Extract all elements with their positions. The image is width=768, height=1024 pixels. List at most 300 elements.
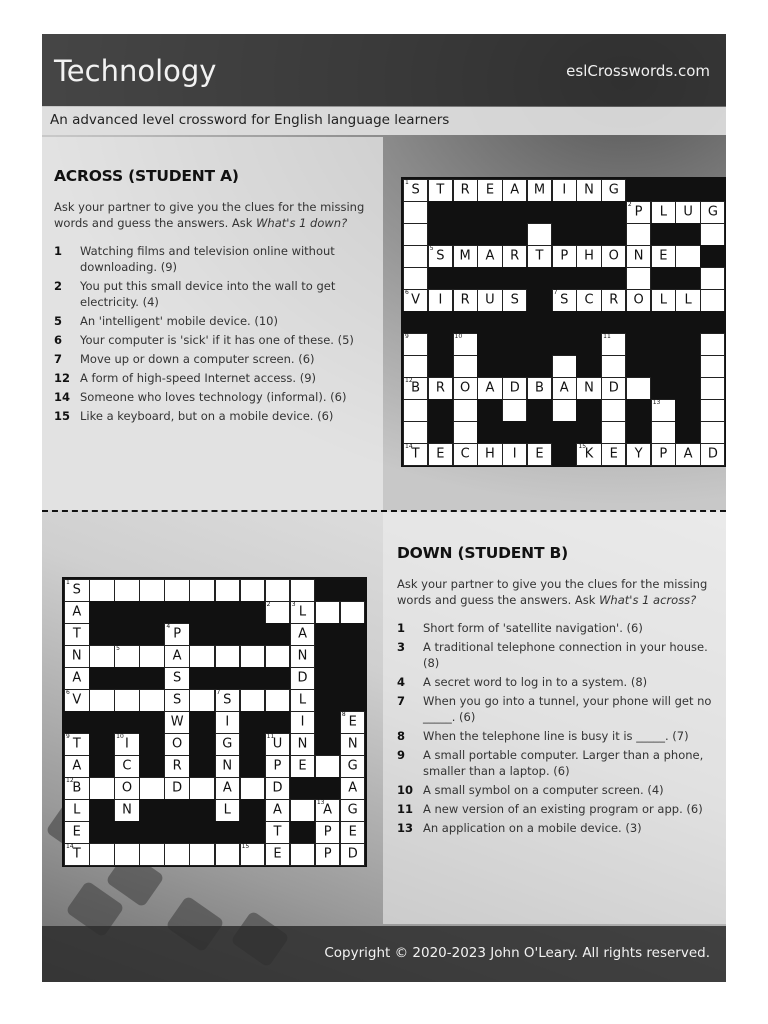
cell-letter: T: [411, 446, 420, 462]
cell-letter: D: [509, 380, 520, 396]
cell-number: 7: [553, 289, 558, 296]
grid-block: [340, 667, 366, 690]
grid-cell[interactable]: [215, 733, 241, 756]
grid-cell[interactable]: [265, 755, 291, 778]
grid-cell[interactable]: [552, 289, 577, 312]
grid-cell[interactable]: [403, 443, 428, 466]
grid-cell[interactable]: [477, 179, 502, 202]
grid-cell[interactable]: [89, 645, 115, 668]
grid-cell[interactable]: [428, 443, 453, 466]
cell-letter: N: [297, 736, 308, 752]
grid-cell[interactable]: [601, 421, 626, 444]
down-clue: [397, 639, 712, 671]
cell-number: 8: [341, 711, 346, 718]
grid-block: [315, 689, 341, 712]
grid-cell[interactable]: [626, 377, 651, 400]
grid-cell[interactable]: [114, 689, 140, 712]
cell-letter: W: [170, 714, 184, 730]
grid-block: [164, 821, 190, 844]
grid-block: [502, 311, 527, 334]
grid-cell[interactable]: [290, 733, 316, 756]
grid-cell[interactable]: [340, 733, 366, 756]
grid-cell[interactable]: [265, 601, 291, 624]
grid-cell[interactable]: [315, 755, 341, 778]
across-instructions-question: What's 1 down?: [256, 216, 348, 230]
grid-cell[interactable]: [626, 223, 651, 246]
grid-cell[interactable]: [315, 601, 341, 624]
grid-cell[interactable]: [527, 179, 552, 202]
grid-cell[interactable]: [601, 289, 626, 312]
clue-number: 10: [397, 783, 414, 797]
grid-cell[interactable]: [164, 755, 190, 778]
grid-cell[interactable]: [675, 245, 700, 268]
grid-cell[interactable]: [453, 421, 478, 444]
grid-cell[interactable]: [215, 645, 241, 668]
grid-cell[interactable]: [403, 355, 428, 378]
grid-cell[interactable]: [700, 377, 725, 400]
cell-letter: M: [533, 182, 546, 198]
grid-cell[interactable]: [700, 267, 725, 290]
grid-cell[interactable]: [315, 821, 341, 844]
grid-cell[interactable]: [700, 355, 725, 378]
clue-text: An application on a mobile device. (3): [423, 821, 642, 835]
cell-letter: A: [323, 802, 333, 818]
grid-cell[interactable]: [189, 777, 215, 800]
cell-letter: A: [510, 182, 520, 198]
grid-cell[interactable]: [453, 355, 478, 378]
grid-cell[interactable]: [626, 443, 651, 466]
cell-letter: D: [172, 780, 183, 796]
grid-cell[interactable]: [502, 377, 527, 400]
grid-cell[interactable]: [89, 777, 115, 800]
grid-cell[interactable]: [700, 443, 725, 466]
grid-cell[interactable]: [428, 179, 453, 202]
grid-cell[interactable]: [527, 377, 552, 400]
grid-cell[interactable]: [403, 223, 428, 246]
grid-block: [189, 667, 215, 690]
grid-block: [428, 399, 453, 422]
grid-cell[interactable]: [290, 689, 316, 712]
grid-cell[interactable]: [700, 399, 725, 422]
grid-cell[interactable]: [626, 289, 651, 312]
grid-block: [189, 755, 215, 778]
grid-cell[interactable]: [552, 245, 577, 268]
cell-letter: T: [72, 846, 81, 862]
cell-number: 15: [578, 443, 587, 450]
grid-cell[interactable]: [651, 289, 676, 312]
grid-cell[interactable]: [340, 711, 366, 734]
grid-cell[interactable]: [265, 579, 291, 602]
cell-number: 2: [627, 201, 632, 208]
grid-cell[interactable]: [601, 377, 626, 400]
grid-cell[interactable]: [265, 799, 291, 822]
grid-block: [576, 223, 601, 246]
cell-letter: L: [659, 292, 667, 308]
grid-cell[interactable]: [601, 443, 626, 466]
grid-cell[interactable]: [403, 267, 428, 290]
cell-letter: O: [172, 736, 183, 752]
grid-cell[interactable]: [265, 689, 291, 712]
grid-cell[interactable]: [64, 579, 90, 602]
grid-cell[interactable]: [453, 377, 478, 400]
grid-cell[interactable]: [189, 843, 215, 866]
grid-block: [89, 799, 115, 822]
cell-letter: G: [608, 182, 619, 198]
grid-block: [428, 201, 453, 224]
grid-block: [428, 311, 453, 334]
cell-letter: M: [459, 248, 471, 264]
grid-block: [527, 289, 552, 312]
across-clue: [54, 351, 371, 367]
grid-cell[interactable]: [114, 843, 140, 866]
grid-block: [601, 311, 626, 334]
grid-cell[interactable]: [265, 821, 291, 844]
grid-cell[interactable]: [601, 245, 626, 268]
grid-cell[interactable]: [477, 289, 502, 312]
grid-cell[interactable]: [651, 443, 676, 466]
grid-cell[interactable]: [340, 821, 366, 844]
grid-block: [89, 711, 115, 734]
grid-block: [139, 755, 165, 778]
grid-cell[interactable]: [626, 267, 651, 290]
grid-cell[interactable]: [240, 689, 266, 712]
grid-cell[interactable]: [89, 689, 115, 712]
grid-cell[interactable]: [164, 777, 190, 800]
grid-cell[interactable]: [240, 579, 266, 602]
grid-cell[interactable]: [215, 777, 241, 800]
grid-block: [265, 711, 291, 734]
grid-cell[interactable]: [215, 799, 241, 822]
grid-block: [164, 799, 190, 822]
grid-block: [675, 179, 700, 202]
down-heading: DOWN (STUDENT B): [397, 544, 569, 562]
grid-cell[interactable]: [64, 689, 90, 712]
grid-cell[interactable]: [315, 799, 341, 822]
grid-cell[interactable]: [453, 333, 478, 356]
clue-text: A secret word to log in to a system. (8): [423, 675, 648, 689]
grid-cell[interactable]: [139, 579, 165, 602]
grid-block: [139, 799, 165, 822]
grid-cell[interactable]: [290, 755, 316, 778]
grid-cell[interactable]: [576, 289, 601, 312]
grid-block: [626, 355, 651, 378]
grid-cell[interactable]: [89, 843, 115, 866]
grid-cell[interactable]: [576, 179, 601, 202]
grid-cell[interactable]: [576, 245, 601, 268]
grid-cell[interactable]: [215, 843, 241, 866]
grid-cell[interactable]: [64, 843, 90, 866]
grid-cell[interactable]: [290, 623, 316, 646]
clue-text: A new version of an existing program or app. (6): [423, 802, 703, 816]
cell-letter: E: [485, 182, 495, 198]
cell-letter: A: [298, 626, 307, 642]
grid-block: [89, 623, 115, 646]
grid-cell[interactable]: [527, 443, 552, 466]
grid-cell[interactable]: [453, 289, 478, 312]
grid-cell[interactable]: [340, 755, 366, 778]
grid-block: [576, 399, 601, 422]
grid-cell[interactable]: [315, 843, 341, 866]
grid-cell[interactable]: [64, 645, 90, 668]
grid-cell[interactable]: [265, 843, 291, 866]
grid-block: [651, 377, 676, 400]
grid-cell[interactable]: [576, 443, 601, 466]
cell-number: 4: [166, 623, 171, 630]
grid-cell[interactable]: [403, 289, 428, 312]
grid-cell[interactable]: [403, 201, 428, 224]
grid-cell[interactable]: [340, 777, 366, 800]
grid-cell[interactable]: [290, 579, 316, 602]
grid-cell[interactable]: [265, 777, 291, 800]
grid-cell[interactable]: [601, 179, 626, 202]
grid-block: [651, 333, 676, 356]
clue-number: 11: [397, 802, 414, 816]
cell-letter: H: [584, 248, 594, 264]
cell-letter: T: [72, 736, 81, 752]
cell-letter: A: [485, 380, 495, 396]
grid-cell[interactable]: [700, 421, 725, 444]
grid-cell[interactable]: [215, 711, 241, 734]
grid-cell[interactable]: [64, 601, 90, 624]
grid-cell[interactable]: [164, 689, 190, 712]
grid-cell[interactable]: [89, 579, 115, 602]
grid-block: [453, 267, 478, 290]
grid-cell[interactable]: [428, 289, 453, 312]
grid-block: [552, 333, 577, 356]
grid-cell[interactable]: [403, 377, 428, 400]
grid-cell[interactable]: [527, 223, 552, 246]
grid-cell[interactable]: [189, 645, 215, 668]
grid-cell[interactable]: [290, 711, 316, 734]
grid-cell[interactable]: [502, 289, 527, 312]
grid-cell[interactable]: [428, 245, 453, 268]
cell-letter: E: [659, 248, 668, 264]
grid-block: [477, 223, 502, 246]
grid-cell[interactable]: [700, 223, 725, 246]
grid-cell[interactable]: [340, 601, 366, 624]
grid-block: [265, 623, 291, 646]
grid-block: [477, 311, 502, 334]
grid-cell[interactable]: [453, 399, 478, 422]
grid-block: [215, 623, 241, 646]
grid-block: [139, 733, 165, 756]
grid-block: [240, 601, 266, 624]
clue-number: 1: [397, 621, 406, 635]
grid-block: [240, 799, 266, 822]
cell-letter: I: [300, 714, 305, 730]
grid-cell[interactable]: [265, 733, 291, 756]
grid-cell[interactable]: [114, 579, 140, 602]
across-heading: ACROSS (STUDENT A): [54, 167, 239, 185]
grid-cell[interactable]: [189, 579, 215, 602]
clue-number: 13: [397, 821, 414, 835]
grid-cell[interactable]: [502, 179, 527, 202]
grid-cell[interactable]: [139, 843, 165, 866]
grid-cell[interactable]: [290, 667, 316, 690]
clue-text: Like a keyboard, but on a mobile device. (6): [80, 409, 334, 423]
grid-cell[interactable]: [477, 377, 502, 400]
grid-cell[interactable]: [552, 399, 577, 422]
cell-letter: P: [173, 626, 182, 642]
grid-cell[interactable]: [700, 333, 725, 356]
grid-cell[interactable]: [675, 443, 700, 466]
grid-cell[interactable]: [215, 579, 241, 602]
grid-cell[interactable]: [290, 799, 316, 822]
grid-block: [651, 179, 676, 202]
grid-cell[interactable]: [240, 843, 266, 866]
cell-number: 6: [66, 689, 70, 696]
grid-block: [601, 267, 626, 290]
grid-cell[interactable]: [651, 399, 676, 422]
cell-letter: R: [435, 380, 445, 396]
grid-cell[interactable]: [164, 579, 190, 602]
grid-cell[interactable]: [340, 843, 366, 866]
cell-letter: U: [683, 204, 693, 220]
grid-cell[interactable]: [64, 733, 90, 756]
grid-cell[interactable]: [700, 201, 725, 224]
cell-letter: S: [411, 182, 420, 198]
grid-cell[interactable]: [64, 821, 90, 844]
cell-number: 1: [66, 579, 70, 586]
grid-cell[interactable]: [403, 245, 428, 268]
grid-cell[interactable]: [189, 689, 215, 712]
grid-block: [527, 399, 552, 422]
across-clue: [54, 313, 371, 329]
grid-cell[interactable]: [114, 645, 140, 668]
cell-letter: P: [273, 758, 282, 774]
cell-letter: C: [460, 446, 470, 462]
grid-cell[interactable]: [552, 179, 577, 202]
grid-cell[interactable]: [64, 799, 90, 822]
grid-cell[interactable]: [477, 245, 502, 268]
across-clue: [54, 278, 371, 310]
cell-letter: S: [560, 292, 569, 308]
cell-number: 3: [291, 601, 296, 608]
grid-block: [527, 201, 552, 224]
grid-block: [502, 201, 527, 224]
cell-letter: O: [121, 780, 133, 796]
grid-block: [477, 267, 502, 290]
grid-cell[interactable]: [700, 289, 725, 312]
grid-cell[interactable]: [403, 333, 428, 356]
grid-block: [601, 223, 626, 246]
grid-cell[interactable]: [403, 179, 428, 202]
grid-cell[interactable]: [453, 179, 478, 202]
down-clue: [397, 674, 712, 690]
grid-cell[interactable]: [164, 733, 190, 756]
grid-cell[interactable]: [340, 799, 366, 822]
grid-cell[interactable]: [502, 399, 527, 422]
cell-letter: D: [272, 780, 283, 796]
cell-letter: U: [485, 292, 495, 308]
grid-block: [428, 421, 453, 444]
grid-cell[interactable]: [64, 623, 90, 646]
grid-cell[interactable]: [651, 421, 676, 444]
grid-cell[interactable]: [601, 399, 626, 422]
cell-number: 5: [116, 645, 120, 652]
grid-cell[interactable]: [265, 645, 291, 668]
grid-cell[interactable]: [453, 443, 478, 466]
grid-cell[interactable]: [675, 289, 700, 312]
grid-block: [626, 399, 651, 422]
grid-block: [552, 267, 577, 290]
grid-block: [315, 667, 341, 690]
cell-letter: N: [122, 802, 132, 818]
across-panel: [42, 137, 383, 510]
grid-block: [114, 601, 140, 624]
grid-cell[interactable]: [139, 777, 165, 800]
grid-cell[interactable]: [651, 201, 676, 224]
grid-cell[interactable]: [164, 645, 190, 668]
grid-cell[interactable]: [240, 777, 266, 800]
grid-block: [340, 645, 366, 668]
grid-cell[interactable]: [651, 245, 676, 268]
grid-cell[interactable]: [626, 201, 651, 224]
grid-cell[interactable]: [527, 245, 552, 268]
grid-cell[interactable]: [164, 711, 190, 734]
grid-cell[interactable]: [164, 623, 190, 646]
grid-cell[interactable]: [64, 777, 90, 800]
cell-letter: E: [298, 758, 307, 774]
grid-cell[interactable]: [552, 377, 577, 400]
grid-cell[interactable]: [502, 443, 527, 466]
grid-cell[interactable]: [453, 245, 478, 268]
grid-block: [626, 179, 651, 202]
grid-cell[interactable]: [114, 777, 140, 800]
grid-block: [290, 777, 316, 800]
grid-cell[interactable]: [215, 755, 241, 778]
grid-cell[interactable]: [139, 689, 165, 712]
grid-cell[interactable]: [403, 399, 428, 422]
grid-block: [89, 667, 115, 690]
grid-cell[interactable]: [403, 421, 428, 444]
grid-cell[interactable]: [477, 443, 502, 466]
grid-cell[interactable]: [114, 755, 140, 778]
grid-block: [552, 311, 577, 334]
grid-cell[interactable]: [164, 843, 190, 866]
grid-cell[interactable]: [601, 333, 626, 356]
grid-cell[interactable]: [290, 843, 316, 866]
cell-letter: G: [707, 204, 718, 220]
footer-bar: [42, 926, 726, 982]
grid-cell[interactable]: [552, 355, 577, 378]
grid-block: [189, 623, 215, 646]
grid-cell[interactable]: [290, 645, 316, 668]
grid-block: [700, 179, 725, 202]
grid-cell[interactable]: [675, 201, 700, 224]
grid-cell[interactable]: [164, 667, 190, 690]
grid-cell[interactable]: [428, 377, 453, 400]
grid-cell[interactable]: [114, 799, 140, 822]
down-clue: [397, 782, 712, 798]
grid-cell[interactable]: [601, 355, 626, 378]
grid-cell[interactable]: [64, 755, 90, 778]
grid-cell[interactable]: [64, 667, 90, 690]
grid-cell[interactable]: [139, 645, 165, 668]
clue-text: Your computer is 'sick' if it has one of these. (5): [80, 333, 354, 347]
grid-cell[interactable]: [114, 733, 140, 756]
grid-cell[interactable]: [290, 601, 316, 624]
grid-cell[interactable]: [576, 377, 601, 400]
down-clue: [397, 801, 712, 817]
grid-cell[interactable]: [215, 689, 241, 712]
grid-cell[interactable]: [626, 245, 651, 268]
site-name: eslCrosswords.com: [566, 62, 710, 80]
grid-cell[interactable]: [240, 645, 266, 668]
cell-letter: G: [347, 758, 358, 774]
down-clue: [397, 747, 712, 779]
grid-cell[interactable]: [502, 245, 527, 268]
